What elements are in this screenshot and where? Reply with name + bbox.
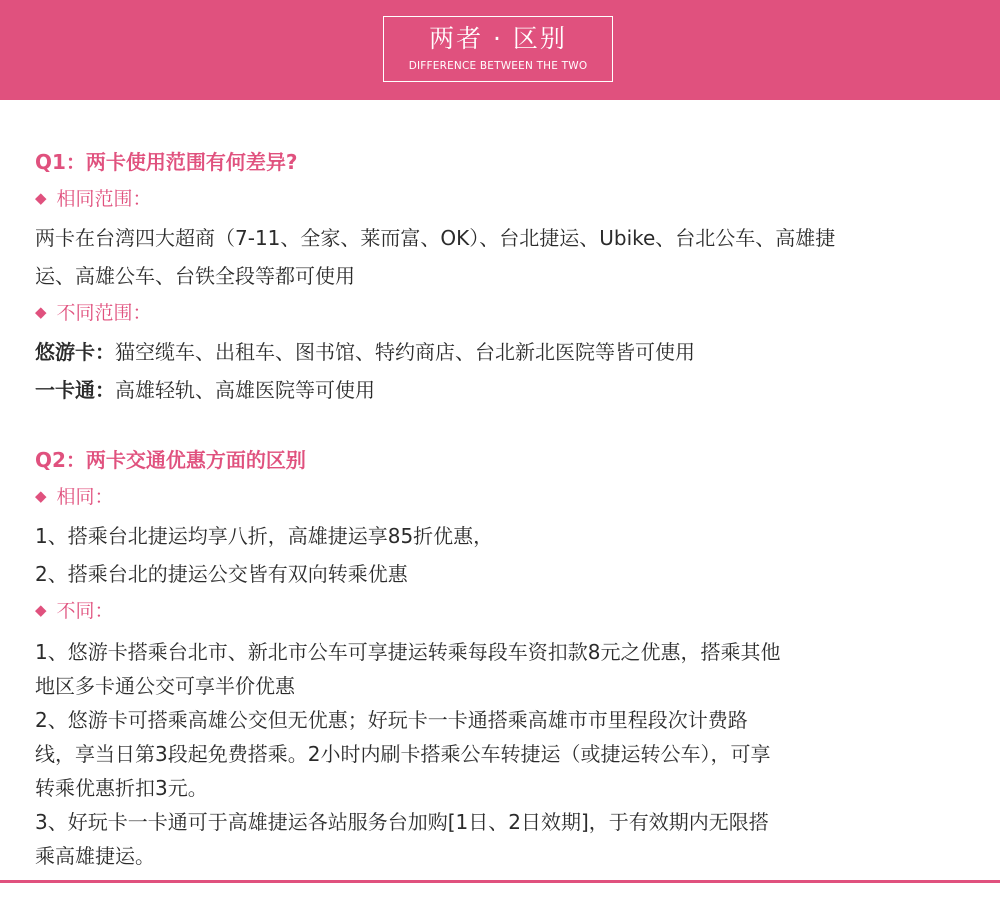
q2-diff-label: 不同：: [56, 600, 114, 622]
q1-same-label: 相同范围：: [56, 188, 152, 210]
diamond-bullet-icon: ◆: [35, 189, 47, 207]
q2-same-item1: 1、搭乘台北捷运均享八折，高雄捷运享85折优惠，: [35, 524, 494, 548]
q2-diff-line: 地区多卡通公交可享半价优惠: [35, 674, 295, 698]
q2-diff-line: 线，享当日第3段起免费搭乘。2小时内刷卡搭乘公车转捷运（或捷运转公车），可享: [35, 742, 771, 766]
bottom-divider: [0, 880, 1000, 883]
q1-card2-row: [35, 374, 375, 403]
q2-question: Q2：两卡交通优惠方面的区别: [35, 448, 306, 472]
diamond-bullet-icon: ◆: [35, 303, 47, 321]
q1-question: Q1：两卡使用范围有何差异?: [35, 150, 298, 174]
q1-same-line2: 运、高雄公车、台铁全段等都可使用: [35, 264, 355, 288]
q2-same-heading: [35, 482, 114, 509]
q2-diff-heading: [35, 596, 114, 623]
q2-diff-line: 转乘优惠折扣3元。: [35, 776, 208, 800]
q1-same-line1: 两卡在台湾四大超商（7-11、全家、莱而富、OK）、台北捷运、Ubike、台北公车、高雄捷: [35, 226, 836, 250]
diamond-bullet-icon: ◆: [35, 487, 47, 505]
page-title: 两者 · 区别: [429, 24, 567, 53]
card1-desc: 猫空缆车、出租车、图书馆、特约商店、台北新北医院等皆可使用: [115, 340, 695, 364]
q2-diff-line: 2、悠游卡可搭乘高雄公交但无优惠；好玩卡一卡通搭乘高雄市市里程段次计费路: [35, 708, 748, 732]
diamond-bullet-icon: ◆: [35, 601, 47, 619]
card2-name: 一卡通：: [35, 378, 115, 402]
q2-same-item2: 2、搭乘台北的捷运公交皆有双向转乘优惠: [35, 562, 408, 586]
q1-same-heading: [35, 184, 152, 211]
q2-same-label: 相同：: [56, 486, 114, 508]
header-banner: [0, 0, 1000, 100]
q2-diff-line: 3、好玩卡一卡通可于高雄捷运各站服务台加购[1日、2日效期]，于有效期内无限搭: [35, 810, 769, 834]
q2-diff-line: 1、悠游卡搭乘台北市、新北市公车可享捷运转乘每段车资扣款8元之优惠，搭乘其他: [35, 640, 781, 664]
q1-diff-label: 不同范围：: [56, 302, 152, 324]
card2-desc: 高雄轻轨、高雄医院等可使用: [115, 378, 375, 402]
title-box: [383, 16, 613, 82]
q1-card1-row: [35, 336, 695, 365]
q2-diff-line: 乘高雄捷运。: [35, 844, 155, 868]
q1-diff-heading: [35, 298, 152, 325]
page-subtitle: DIFFERENCE BETWEEN THE TWO: [408, 60, 588, 72]
card1-name: 悠游卡：: [35, 340, 115, 364]
